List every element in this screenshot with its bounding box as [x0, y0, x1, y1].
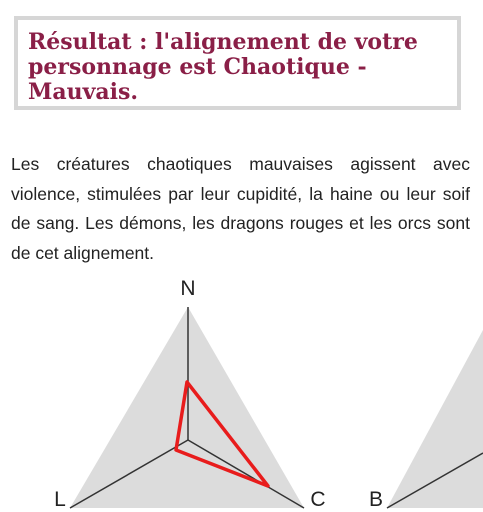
result-title: Résultat : l'alignement de votre personnage est Chaotique - Mauvais.: [28, 29, 418, 105]
alignment-chart-secondary: [369, 330, 483, 511]
axis-label-b: B: [368, 488, 384, 511]
alignment-charts: [0, 270, 483, 512]
result-box: [14, 16, 461, 110]
axis-label-c: C: [310, 488, 326, 511]
alignment-description: Les créatures chaotiques mauvaises agissent avec violence, stimulées par leur cupidité, la haine ou leur soif de sang. Les démons, les dragons rouges et les orcs sont de cet alignement.: [11, 154, 470, 263]
chart-background-triangle: [70, 307, 304, 508]
axis-label-l: L: [54, 488, 66, 511]
axis-label-n: N: [180, 277, 196, 300]
alignment-chart-primary: [54, 277, 325, 511]
